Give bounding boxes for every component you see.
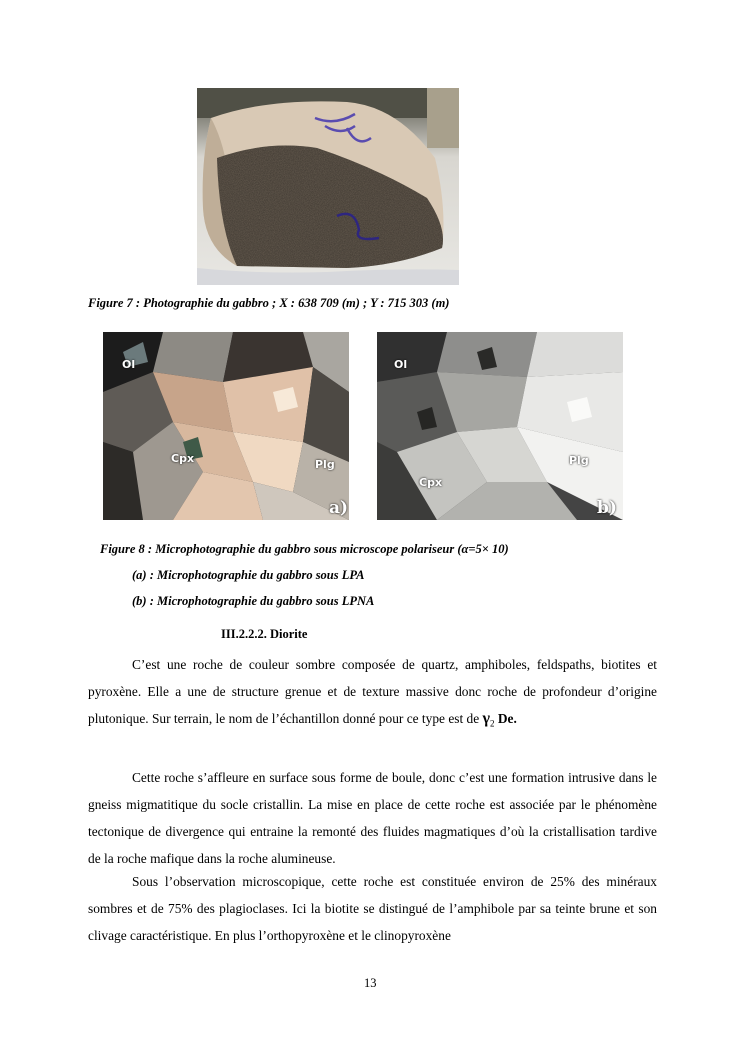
gabbro-specimen-image: [197, 88, 459, 285]
micrograph-panel-b: [377, 332, 623, 520]
label-clinopyroxene-a: Cpx: [171, 452, 195, 465]
micrograph-lpna-image: [377, 332, 623, 520]
label-clinopyroxene-b: Cpx: [419, 476, 443, 489]
figure-8-caption: Figure 8 : Microphotographie du gabbro sous microscope polariseur (α=5× 10): [100, 542, 509, 556]
panel-a-letter: a): [329, 498, 349, 518]
gabbro-specimen-photo: [197, 88, 459, 285]
figure-8b-caption: (b) : Microphotographie du gabbro sous LPNA: [132, 594, 375, 608]
paragraph-1-text: C’est une roche de couleur sombre composée de quartz, amphiboles, feldspaths, biotites et pyroxène. Elle a une de structure grenue et de texture massive donc roche de profondeur d’origine plutonique. Sur terrain, le nom de l’échantillon donné pour ce type est de: [88, 657, 657, 726]
paragraph-1-end: De.: [494, 711, 517, 726]
label-olivine-a: Ol: [122, 358, 136, 371]
label-plagioclase-b: Plg: [569, 454, 589, 467]
paragraph-2: [88, 764, 657, 872]
panel-b-letter: b): [597, 498, 617, 518]
label-olivine-b: Ol: [394, 358, 408, 371]
gamma-symbol: γ: [482, 710, 491, 727]
paragraph-2-text: Cette roche s’affleure en surface sous forme de boule, donc c’est une formation intrusive dans le gneiss migmatitique du socle cristallin. La mise en place de cette roche est associée par le phénomène tectonique de divergence qui entraine la remonté des fluides magmatiques d’où la cristallisation tardive de la roche mafique dans la roche alumineuse.: [88, 770, 657, 866]
figure-7-caption: Figure 7 : Photographie du gabbro ; X : 638 709 (m) ; Y : 715 303 (m): [88, 296, 450, 310]
page-number: 13: [364, 976, 377, 990]
paragraph-3-text: Sous l’observation microscopique, cette roche est constituée environ de 25% des minéraux sombres et de 75% des plagioclases. Ici la biotite se distingué de l’amphibole par sa teinte brune et son clivage caractéristique. En plus l’orthopyroxène et le clinopyroxène: [88, 874, 657, 943]
label-plagioclase-a: Plg: [315, 458, 335, 471]
gamma-subscript: 2: [490, 718, 495, 729]
micrograph-panel-a: [103, 332, 349, 520]
paragraph-3: [88, 868, 657, 949]
figure-8a-caption: (a) : Microphotographie du gabbro sous LPA: [132, 568, 365, 582]
section-heading: III.2.2.2. Diorite: [221, 627, 308, 641]
micrograph-lpa-image: [103, 332, 349, 520]
paragraph-1: [88, 651, 657, 738]
